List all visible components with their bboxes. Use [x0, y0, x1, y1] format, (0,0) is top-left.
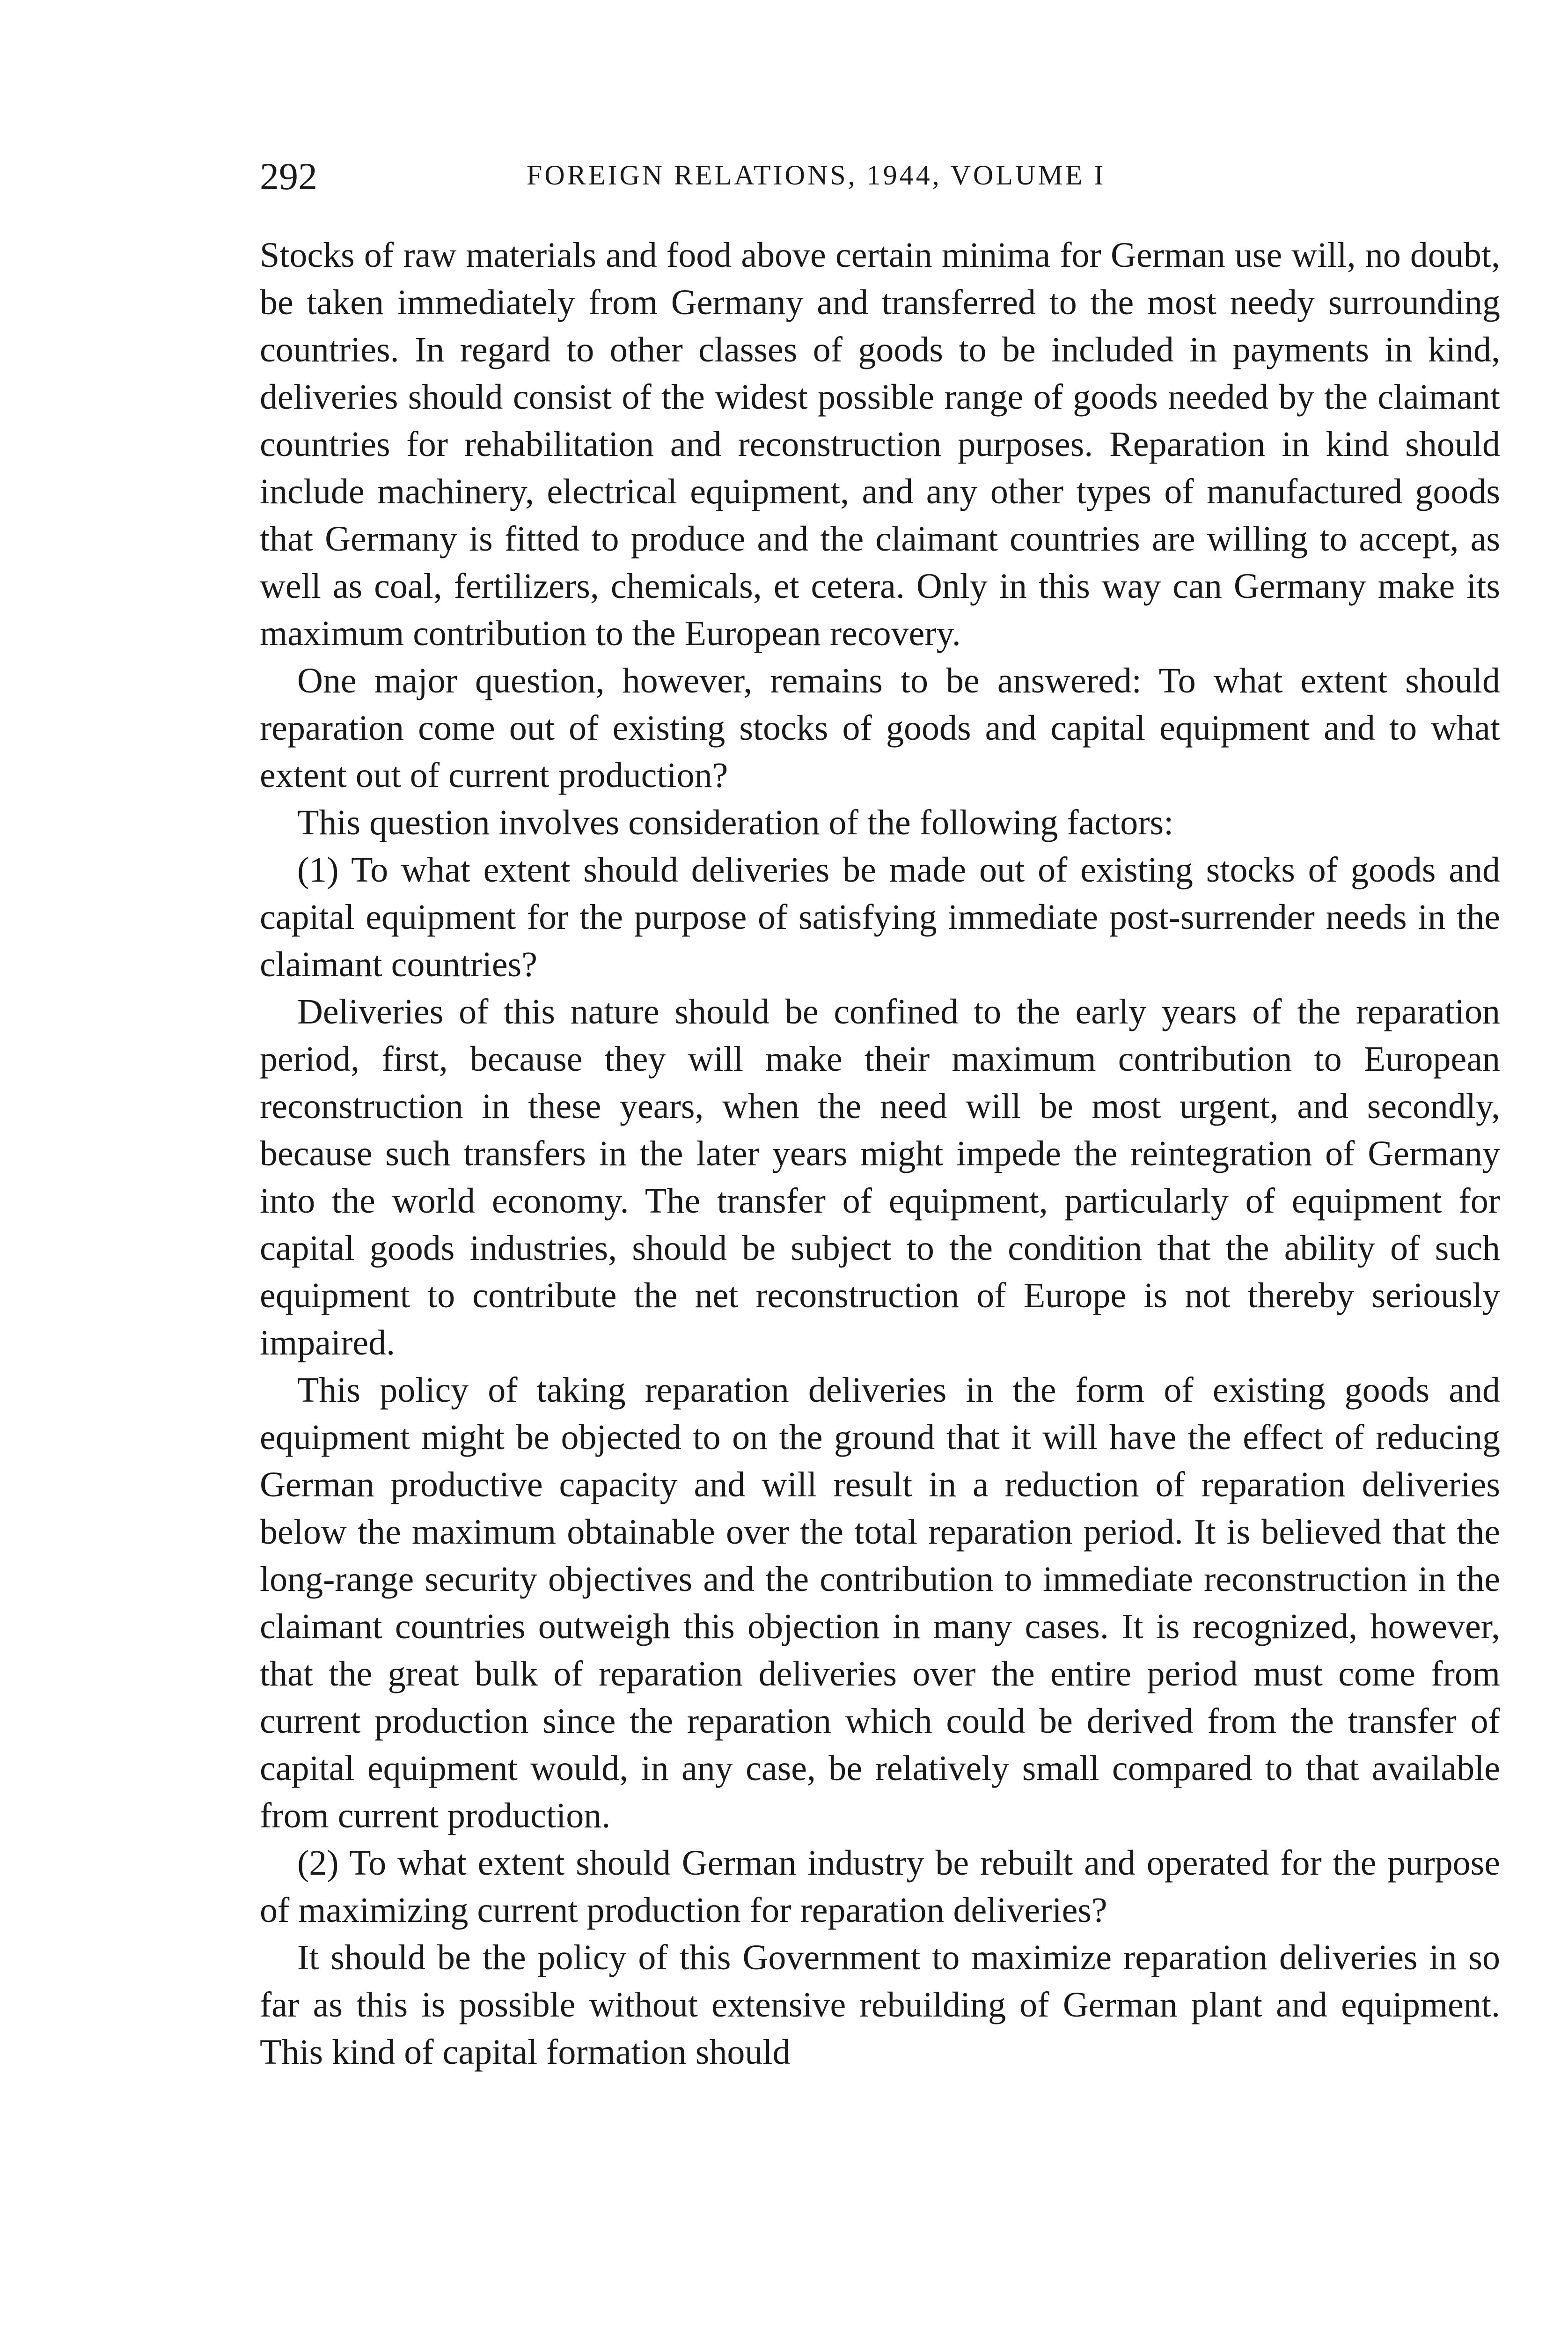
paragraph: This question involves consideration of the following factors:	[297, 803, 1174, 842]
paragraph: This policy of taking reparation deliveries in the form of existing goods and equipment might be objected to on the ground that it will have the effect of reducing German productive capacity and will result in a reduction of reparation deliveries below the maximum obtainable over the total reparation period. It is believed that the long-range security objectives and the contribution to immediate reconstruction in the claimant countries outweigh this objection in many cases. It is recognized, however, that the great bulk of reparation deliveries over the entire period must come from current production since the reparation which could be derived from the transfer of capital equipment would, in any case, be relatively small compared to that available from current production.	[260, 1370, 1500, 1835]
body-text	[260, 232, 1500, 2076]
running-header	[260, 155, 1500, 206]
document-page	[260, 155, 1500, 2076]
paragraph: It should be the policy of this Government to maximize reparation deliveries in so far as this is possible without extensive rebuilding of German plant and equipment. This kind of capital formation should	[260, 1938, 1500, 2072]
paragraph: Stocks of raw materials and food above certain minima for German use will, no doubt, be taken immediately from Germany and transferred to the most needy surrounding countries. In regard to other classes of goods to be included in payments in kind, deliveries should consist of the widest possible range of goods needed by the claimant countries for rehabilitation and reconstruction purposes. Reparation in kind should include machinery, electrical equipment, and any other types of manufactured goods that Germany is fitted to produce and the claimant countries are willing to accept, as well as coal, fertilizers, chemicals, et cetera. Only in this way can Germany make its maximum contribution to the European recovery.	[260, 236, 1500, 653]
paragraph: Deliveries of this nature should be confined to the early years of the reparation period, first, because they will make their maximum contribution to European reconstruction in these years, when the need will be most urgent, and secondly, because such transfers in the later years might impede the reintegration of Germany into the world economy. The transfer of equipment, particularly of equipment for capital goods industries, should be subject to the condition that the ability of such equipment to contribute the net reconstruction of Europe is not thereby seriously impaired.	[260, 992, 1500, 1362]
paragraph: One major question, however, remains to be answered: To what extent should reparation come out of existing stocks of goods and capital equipment and to what extent out of current production?	[260, 661, 1500, 795]
running-title: FOREIGN RELATIONS, 1944, VOLUME I	[527, 160, 1106, 191]
paragraph: (2) To what extent should German industry be rebuilt and operated for the purpose of maximizing current production for reparation deliveries?	[260, 1843, 1500, 1930]
paragraph: (1) To what extent should deliveries be made out of existing stocks of goods and capital equipment for the purpose of satisfying immediate post-surrender needs in the claimant countries?	[260, 850, 1500, 984]
page-number: 292	[260, 155, 317, 198]
